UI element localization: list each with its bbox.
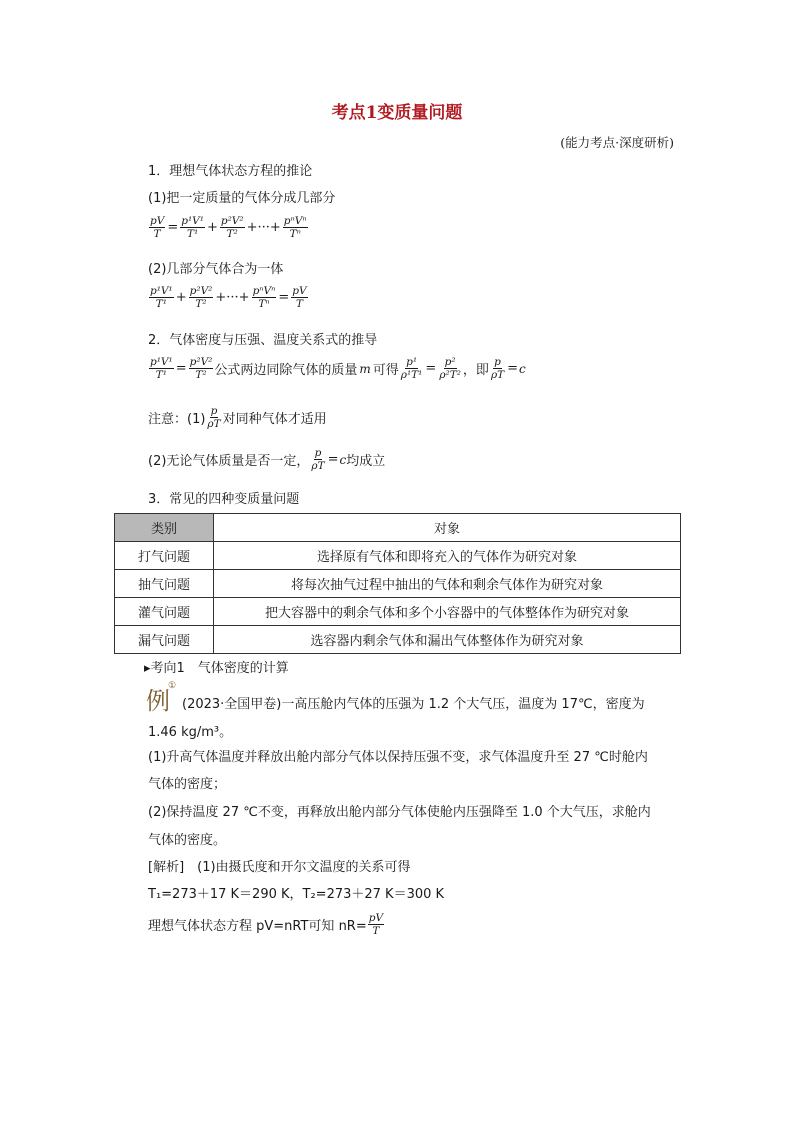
section3-heading: 3．常见的四种变质量问题 [148,492,300,507]
constant-c: c [339,452,347,467]
solution-line3-text: 理想气体状态方程 pV=nRT可知 nR= [148,919,367,934]
solution-line3 [148,912,385,937]
table-row [115,626,681,654]
kaoxiang-label: ▸考向1 气体密度的计算 [144,661,289,676]
section1-item1: (1)把一定质量的气体分成几部分 [148,191,336,206]
frac-p-rhot: $\frac{p}{\rho T}$ [490,356,505,381]
frac-2: $\frac{\text{p²V²}}{\text{T²}}$ [220,215,244,240]
formula-text-can: 可得 [372,363,399,378]
table-cell-category: 漏气问题 [115,626,214,654]
table-cell-category: 打气问题 [115,542,214,570]
question1-line2: 气体的密度； [148,777,227,792]
page-title: 考点1变质量问题 [331,103,463,123]
table-cell-object: 把大容器中的剩余气体和多个小容器中的气体整体作为研究对象 [214,598,681,626]
mass-symbol: m [359,361,371,376]
frac-rho2: $\frac{\text{p²}}{\text{ρ²T²}}$ [439,356,461,381]
formula-merge: $\frac{\text{p¹V¹}}{\text{T¹}}$ + $\frac{\text{p²V²}}{\text{T²}}$ +···+ $\frac{\text{pⁿVⁿ}}{\text{Tⁿ}}$ = $\frac{pV}{T}$ [150,285,307,310]
example-line1: (2023·全国甲卷)一高压舱内气体的压强为 1.2 个大气压，温度为 17℃，密度为 [182,697,645,712]
frac-p-rhot: $\frac{p}{\rho T}$ [207,405,221,430]
question2-line2: 气体的密度。 [148,833,227,848]
section2-heading: 2．气体密度与压强、温度关系式的推导 [148,333,378,348]
frac-pv-t: $\frac{pV}{T}$ [292,285,307,310]
note1-tail: 对同种气体才适用 [222,412,327,427]
frac-p-rhot: $\frac{p}{\rho T}$ [311,447,325,472]
frac-1: $\frac{\text{p¹V¹}}{\text{T¹}}$ [181,215,204,240]
frac-pv-t: $\frac{pV}{T}$ [368,912,384,937]
note-label: 注意：(1) [148,412,206,427]
formula-density: $\frac{\text{p¹V¹}}{\text{T¹}}$ = $\frac{\text{p²V²}}{\text{T²}}$ 公式两边同除气体的质量 m 可得 $\frac{\text{p¹}}{\text{ρ¹T¹}}$ = $\frac{\text{p²}}{\text{ρ²T²}}$ ，即 $\frac{p}{\rho T}$ = c [150,356,526,381]
variable-mass-table [114,513,681,654]
table-header-category: 类别 [115,514,214,542]
table-header-object: 对象 [214,514,681,542]
frac-2: $\frac{\text{p²V²}}{\text{T²}}$ [189,285,213,310]
table-row [115,570,681,598]
formula-split: $\frac{pV}{T}$ = $\frac{\text{p¹V¹}}{\text{T¹}}$ + $\frac{\text{p²V²}}{\text{T²}}$ +···+ $\frac{\text{pⁿVⁿ}}{\text{Tⁿ}}$ [150,215,307,240]
example-icon: 例 [146,687,170,715]
example-number: ① [168,681,177,691]
solution-line2: T₁=273＋17 K＝290 K，T₂=273＋27 K＝300 K [148,887,445,902]
page-subtitle: (能力考点·深度研析) [560,135,674,150]
example-line2: 1.46 kg/m³。 [148,725,233,740]
formula-text-mid: 公式两边同除气体的质量 [214,363,358,378]
table-row [115,598,681,626]
solution-line1: [解析] (1)由摄氏度和开尔文温度的关系可得 [148,860,411,875]
frac-2: $\frac{\text{p²V²}}{\text{T²}}$ [189,356,213,381]
constant-c: c [519,361,526,376]
frac-1: $\frac{\text{p¹V¹}}{\text{T¹}}$ [150,356,173,381]
section1-item2: (2)几部分气体合为一体 [148,262,284,277]
table-cell-object: 选择原有气体和即将充入的气体作为研究对象 [214,542,681,570]
frac-n: $\frac{\text{pⁿVⁿ}}{\text{Tⁿ}}$ [283,215,307,240]
frac-rho1: $\frac{\text{p¹}}{\text{ρ¹T¹}}$ [400,356,423,381]
frac-pv-t: $\frac{pV}{T}$ [150,215,165,240]
table-header-row [115,514,681,542]
table-cell-object: 将每次抽气过程中抽出的气体和剩余气体作为研究对象 [214,570,681,598]
note2-head: (2)无论气体质量是否一定， [148,454,310,469]
table-cell-object: 选容器内剩余气体和漏出气体整体作为研究对象 [214,626,681,654]
table-row [115,542,681,570]
formula-text-ji: ，即 [462,363,489,378]
question2-line1: (2)保持温度 27 ℃不变，再释放出舱内部分气体使舱内压强降至 1.0 个大气压，求舱内 [148,805,651,820]
table-cell-category: 抽气问题 [115,570,214,598]
frac-n: $\frac{\text{pⁿVⁿ}}{\text{Tⁿ}}$ [252,285,276,310]
section1-heading: 1．理想气体状态方程的推论 [148,164,313,179]
table-cell-category: 灌气问题 [115,598,214,626]
note1 [148,405,327,430]
note2-tail: 均成立 [346,454,386,469]
note2: (2)无论气体质量是否一定， $\frac{p}{\rho T}$ = c 均成立 [148,447,386,472]
question1-line1: (1)升高气体温度并释放出舱内部分气体以保持压强不变，求气体温度升至 27 ℃时舱内 [148,750,648,765]
frac-1: $\frac{\text{p¹V¹}}{\text{T¹}}$ [150,285,173,310]
